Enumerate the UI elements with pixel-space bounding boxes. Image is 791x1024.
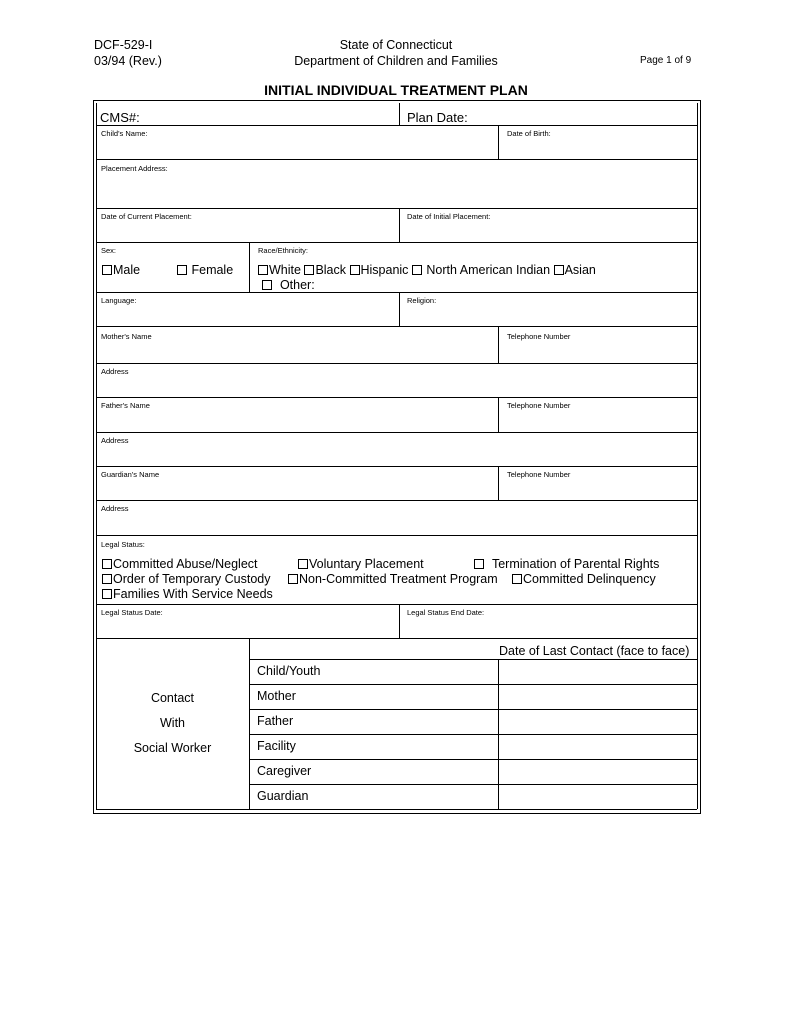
white-option[interactable]: White [258,263,301,278]
rule [249,709,697,710]
form-title: INITIAL INDIVIDUAL TREATMENT PLAN [264,82,528,98]
committed-abuse-checkbox[interactable] [102,559,112,569]
contact-row-mother: Mother [257,689,296,703]
committed-abuse-option[interactable]: Committed Abuse/Neglect [102,557,258,572]
rule [96,432,697,433]
guardian-address-label: Address [101,504,129,513]
voluntary-checkbox[interactable] [298,559,308,569]
temporary-custody-checkbox[interactable] [102,574,112,584]
father-phone-label: Telephone Number [507,401,571,410]
religion-label: Religion: [407,296,437,305]
service-needs-option[interactable]: Families With Service Needs [102,587,273,602]
state-name: State of Connecticut [339,38,453,52]
termination-checkbox[interactable] [474,559,484,569]
plan-date-label: Plan Date: [407,110,468,125]
rule [249,784,697,785]
initial-placement-label: Date of Initial Placement: [407,212,491,221]
page-number: Page 1 of 9 [640,55,692,66]
legal-status-label: Legal Status: [101,540,145,549]
rule [96,638,697,639]
termination-option[interactable]: Termination of Parental Rights [474,557,659,572]
rule [249,659,697,660]
father-address-label: Address [101,436,129,445]
rule [399,604,400,638]
voluntary-option[interactable]: Voluntary Placement [298,557,424,572]
service-needs-checkbox[interactable] [102,589,112,599]
department-name: Department of Children and Families [294,54,498,68]
contact-label-line2: With [160,716,185,730]
form-id: DCF-529-I [94,38,153,52]
hispanic-checkbox[interactable] [350,265,360,275]
mother-address-label: Address [101,367,129,376]
rule [249,759,697,760]
rule [399,292,400,326]
rule [96,208,697,209]
other-option[interactable]: Other: [262,278,315,293]
rule [498,397,499,432]
rule [96,292,697,293]
north-american-indian-option[interactable]: North American Indian [412,263,550,278]
rule [498,326,499,363]
contact-row-child: Child/Youth [257,664,321,678]
legal-status-end-label: Legal Status End Date: [407,608,485,617]
race-label: Race/Ethnicity: [258,246,309,255]
delinquency-checkbox[interactable] [512,574,522,584]
child-name-label: Child's Name: [101,129,148,138]
cms-label: CMS#: [100,110,140,125]
contact-row-guardian: Guardian [257,789,309,803]
male-option[interactable]: Male [102,263,140,278]
rule [96,466,697,467]
rule [399,208,400,242]
rule [498,659,499,809]
rule [249,734,697,735]
contact-label-line1: Contact [150,691,195,705]
hispanic-option[interactable]: Hispanic [350,263,409,278]
rule [96,397,697,398]
asian-option[interactable]: Asian [554,263,596,278]
rule [96,326,697,327]
rule [249,684,697,685]
rule [697,103,698,809]
sex-label: Sex: [101,246,117,255]
last-contact-header: Date of Last Contact (face to face) [499,644,690,658]
other-checkbox[interactable] [262,280,272,290]
rule [96,363,697,364]
male-checkbox[interactable] [102,265,112,275]
delinquency-option[interactable]: Committed Delinquency [512,572,656,587]
rule [96,535,697,536]
rule [96,809,697,810]
legal-status-date-label: Legal Status Date: [101,608,163,617]
female-option[interactable]: Female [177,263,233,278]
race-options-line1 [258,263,596,278]
contact-label-line3: Social Worker [133,741,212,755]
rule [96,159,697,160]
black-option[interactable]: Black [304,263,346,278]
asian-checkbox[interactable] [554,265,564,275]
language-label: Language: [101,296,137,305]
guardian-phone-label: Telephone Number [507,470,571,479]
form-revision: 03/94 (Rev.) [94,54,162,68]
rule [498,466,499,500]
non-committed-checkbox[interactable] [288,574,298,584]
father-name-label: Father's Name [101,401,150,410]
rule [96,125,697,126]
guardian-name-label: Guardian's Name [101,470,160,479]
rule [96,242,697,243]
contact-row-facility: Facility [257,739,296,753]
rule [96,500,697,501]
rule [249,242,250,292]
contact-row-caregiver: Caregiver [257,764,312,778]
black-checkbox[interactable] [304,265,314,275]
female-checkbox[interactable] [177,265,187,275]
current-placement-label: Date of Current Placement: [101,212,192,221]
white-checkbox[interactable] [258,265,268,275]
contact-row-father: Father [257,714,294,728]
rule [399,103,400,125]
mother-phone-label: Telephone Number [507,332,571,341]
temporary-custody-option[interactable]: Order of Temporary Custody [102,572,270,587]
rule [498,125,499,159]
placement-address-label: Placement Address: [101,164,168,173]
north-american-indian-checkbox[interactable] [412,265,422,275]
rule [96,604,697,605]
non-committed-option[interactable]: Non-Committed Treatment Program [288,572,498,587]
rule [249,638,250,809]
mother-name-label: Mother's Name [101,332,152,341]
dob-label: Date of Birth: [507,129,551,138]
